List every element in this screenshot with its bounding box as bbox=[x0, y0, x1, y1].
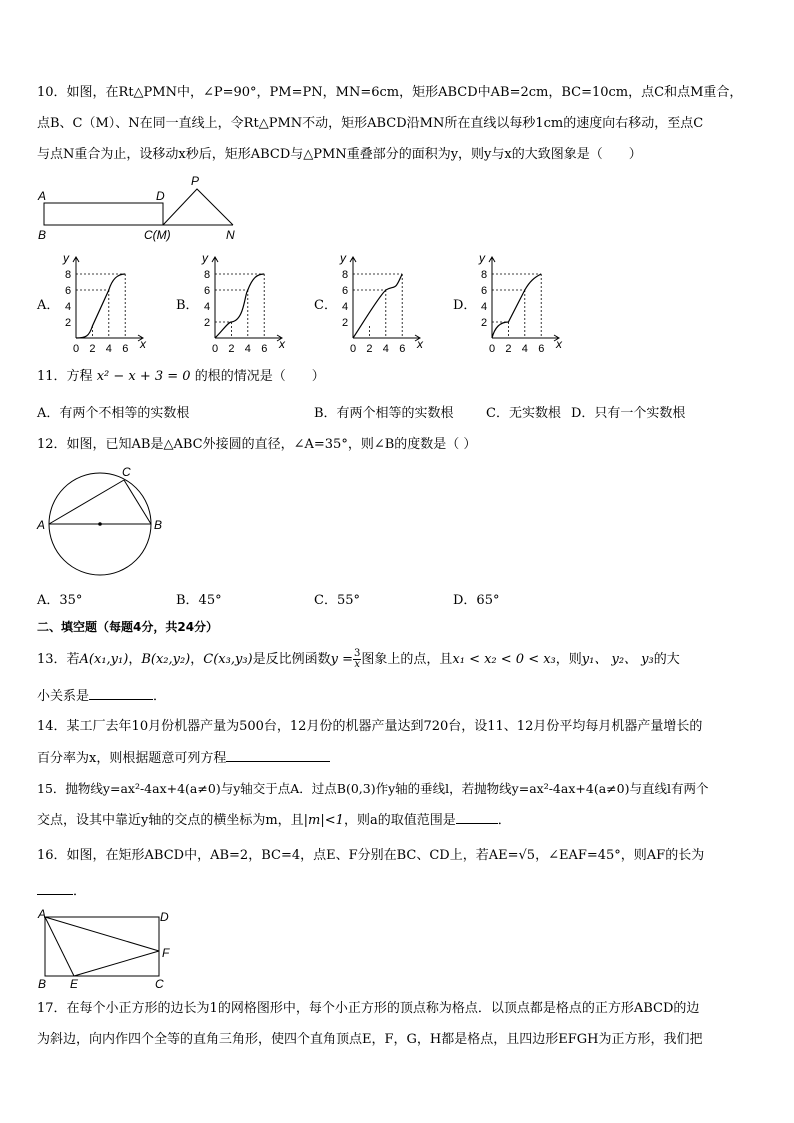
q14-line-1: 14．某工厂去年10月份机器产量为500台，12月份的机器产量达到720台，设11、12月份平均每月机器产量增长的 bbox=[37, 719, 703, 734]
y-tick-label: 4 bbox=[204, 301, 211, 313]
label-a: A bbox=[37, 518, 46, 532]
q17-line-2: 为斜边，向内作四个全等的直角三角形，使四个直角顶点E，F，G，H都是格点，且四边形EFGH为正方形，我们把 bbox=[37, 1032, 703, 1047]
q13-sep-2: ， bbox=[190, 652, 204, 667]
q10-line-2: 点B、C（M）、N在同一直线上，令Rt△PMN不动，矩形ABCD沿MN所在直线以每秒1cm的速度向右移动，至点C bbox=[37, 116, 704, 131]
q13-point-a: A(x₁,y₁) bbox=[79, 652, 129, 667]
q14-line-2 bbox=[37, 749, 330, 768]
q11-equation: x² − x + 3 = 0 bbox=[96, 369, 191, 384]
q10-option-d-label: D． bbox=[453, 298, 477, 313]
x-axis-label: x bbox=[417, 337, 423, 351]
q16-text-1b: ，∠EAF=45°，则AF的长为 bbox=[535, 848, 705, 863]
label-b: B bbox=[38, 228, 47, 242]
q13-point-b: B(x₂,y₂) bbox=[141, 652, 191, 667]
q16-end: ． bbox=[73, 884, 87, 899]
q14-text-2: 百分率为x，则根据题意可列方程 bbox=[37, 751, 227, 766]
x-tick-label: 6 bbox=[261, 343, 268, 355]
q10-figure bbox=[34, 172, 249, 242]
segment-af bbox=[45, 917, 159, 951]
q11-suffix: 的根的情况是（ ） bbox=[190, 369, 325, 384]
x-tick-label: 4 bbox=[382, 343, 389, 355]
q10-graph-b bbox=[195, 250, 290, 355]
graph-curve bbox=[215, 274, 264, 338]
y-tick-label: 8 bbox=[65, 269, 72, 281]
rectangle-abcd bbox=[44, 203, 163, 225]
q12-option-b: B．45° bbox=[176, 593, 222, 608]
q13-point-c: C(x₃,y₃) bbox=[203, 652, 253, 667]
y-tick-label: 6 bbox=[65, 285, 72, 297]
q13-text-5: 的大 bbox=[653, 652, 680, 667]
x-tick-label: 4 bbox=[105, 343, 112, 355]
q14-answer-blank[interactable] bbox=[226, 749, 330, 762]
label-n: N bbox=[226, 228, 235, 242]
graph-curve bbox=[76, 274, 125, 338]
y-tick-label: 8 bbox=[342, 269, 349, 281]
segment-cb bbox=[124, 480, 151, 524]
section-2-title: 二、填空题（每题4分，共24分） bbox=[37, 620, 219, 634]
q10-graph-a bbox=[56, 250, 151, 355]
q11-option-d: D．只有一个实数根 bbox=[571, 406, 686, 421]
label-d: D bbox=[156, 189, 165, 203]
graph-curve bbox=[353, 274, 402, 338]
q15-end: ． bbox=[497, 813, 511, 828]
q13-vars: y₁、 y₂、 y₃ bbox=[581, 652, 654, 667]
q13-text-1: 13．若 bbox=[37, 652, 80, 667]
y-tick-label: 6 bbox=[204, 285, 211, 297]
rectangle-abcd bbox=[45, 917, 159, 976]
q15-line-1: 15．抛物线y=ax²-4ax+4(a≠0)与y轴交于点A．过点B(0,3)作y轴的垂线l，若抛物线y=ax²-4ax+4(a≠0)与直线l有两个 bbox=[37, 781, 709, 796]
q12-stem: 12．如图，已知AB是△ABC外接圆的直径，∠A=35°，则∠B的度数是（ ） bbox=[37, 437, 477, 452]
y-axis-label: y bbox=[340, 251, 346, 265]
y-tick-label: 2 bbox=[65, 317, 72, 329]
q12-option-d: D．65° bbox=[453, 593, 500, 608]
q13-text-3: 图象上的点，且 bbox=[361, 652, 453, 667]
triangle-pmn bbox=[163, 189, 233, 225]
x-tick-label: 4 bbox=[521, 343, 528, 355]
y-tick-label: 2 bbox=[342, 317, 349, 329]
label-f: F bbox=[162, 946, 170, 960]
q16-line-2 bbox=[37, 882, 86, 901]
y-tick-label: 4 bbox=[65, 301, 72, 313]
label-b: B bbox=[154, 518, 163, 532]
q15-text-2a: 交点，设其中靠近y轴的交点的横坐标为m，且 bbox=[37, 813, 304, 828]
q13-line-1 bbox=[37, 648, 680, 672]
x-tick-label: 0 bbox=[73, 343, 80, 355]
y-tick-label: 8 bbox=[481, 269, 488, 281]
q13-end: ． bbox=[153, 689, 167, 704]
q10-option-c-label: C． bbox=[314, 298, 337, 313]
segment-ac bbox=[49, 480, 124, 524]
q15-answer-blank[interactable] bbox=[456, 811, 498, 824]
q17-line-1: 17．在每个小正方形的边长为1的网格图形中，每个小正方形的顶点称为格点．以顶点都是格点的正方形ABCD的边 bbox=[37, 1001, 700, 1016]
x-tick-label: 0 bbox=[212, 343, 219, 355]
q11-stem bbox=[37, 368, 325, 386]
q12-figure bbox=[34, 463, 169, 583]
y-tick-label: 8 bbox=[204, 269, 211, 281]
label-e: E bbox=[70, 977, 79, 991]
y-axis-label: y bbox=[63, 251, 69, 265]
x-tick-label: 4 bbox=[244, 343, 251, 355]
label-a: A bbox=[38, 907, 47, 921]
q16-text-1a: 16．如图，在矩形ABCD中，AB=2，BC=4，点E、F分别在BC、CD上，若AE= bbox=[37, 848, 519, 863]
q13-text-4: ，则 bbox=[555, 652, 582, 667]
segment-ae bbox=[45, 917, 74, 976]
x-tick-label: 6 bbox=[538, 343, 545, 355]
x-tick-label: 6 bbox=[122, 343, 129, 355]
q10-line-3: 与点N重合为止，设移动x秒后，矩形ABCD与△PMN重叠部分的面积为y，则y与x的大致图象是（ ） bbox=[37, 147, 642, 162]
label-b: B bbox=[38, 977, 47, 991]
q10-option-b-label: B． bbox=[176, 298, 199, 313]
x-tick-label: 0 bbox=[489, 343, 496, 355]
x-axis-label: x bbox=[556, 337, 562, 351]
x-tick-label: 6 bbox=[399, 343, 406, 355]
q10-line-1: 10．如图，在Rt△PMN中，∠P=90°，PM=PN，MN=6cm，矩形ABCD中AB=2cm，BC=10cm，点C和点M重合， bbox=[37, 85, 743, 100]
label-d: D bbox=[160, 910, 169, 924]
q13-line-2 bbox=[37, 687, 166, 706]
q16-figure bbox=[34, 906, 184, 992]
label-p: P bbox=[191, 174, 200, 188]
y-tick-label: 2 bbox=[204, 317, 211, 329]
y-tick-label: 4 bbox=[342, 301, 349, 313]
y-axis-label: y bbox=[202, 251, 208, 265]
y-tick-label: 4 bbox=[481, 301, 488, 313]
q15-line-2 bbox=[37, 811, 511, 830]
x-axis-label: x bbox=[279, 337, 285, 351]
q11-option-a: A．有两个不相等的实数根 bbox=[37, 406, 190, 421]
q13-fraction-numerator: 3 bbox=[354, 648, 361, 659]
center-point bbox=[98, 522, 102, 526]
q13-condition: x₁ < x₂ < 0 < x₃ bbox=[452, 652, 556, 667]
q11-option-b: B．有两个相等的实数根 bbox=[314, 406, 454, 421]
q10-graph-d bbox=[472, 250, 567, 355]
q13-text-2: 是反比例函数 bbox=[252, 652, 331, 667]
label-c: C bbox=[155, 977, 164, 991]
y-axis-label: y bbox=[479, 251, 485, 265]
q16-sqrt: √5 bbox=[518, 848, 536, 863]
q12-option-a: A．35° bbox=[37, 593, 83, 608]
label-cm: C(M) bbox=[144, 228, 171, 242]
q16-line-1 bbox=[37, 847, 704, 865]
q10-graph-c bbox=[333, 250, 428, 355]
x-tick-label: 2 bbox=[228, 343, 235, 355]
x-tick-label: 2 bbox=[505, 343, 512, 355]
q15-text-2b: ，则a的取值范围是 bbox=[343, 813, 456, 828]
q13-func-lhs: y = bbox=[330, 652, 353, 667]
x-tick-label: 2 bbox=[366, 343, 373, 355]
q13-answer-blank[interactable] bbox=[89, 687, 153, 700]
q11-prefix: 11．方程 bbox=[37, 369, 97, 384]
y-tick-label: 2 bbox=[481, 317, 488, 329]
graph-curve bbox=[492, 274, 541, 338]
q16-answer-blank[interactable] bbox=[37, 882, 73, 895]
q13-fraction-denominator: x bbox=[354, 659, 360, 670]
q13-sep-1: ， bbox=[128, 652, 142, 667]
x-tick-label: 2 bbox=[89, 343, 96, 355]
segment-ef bbox=[74, 951, 159, 976]
x-tick-label: 0 bbox=[350, 343, 357, 355]
q12-option-c: C．55° bbox=[314, 593, 360, 608]
y-tick-label: 6 bbox=[481, 285, 488, 297]
q13-text-6: 小关系是 bbox=[37, 689, 90, 704]
label-c: C bbox=[122, 465, 131, 479]
y-tick-label: 6 bbox=[342, 285, 349, 297]
x-axis-label: x bbox=[140, 337, 146, 351]
label-a: A bbox=[38, 189, 47, 203]
q15-abs-condition: |m|<1 bbox=[303, 813, 344, 828]
q11-option-c: C．无实数根 bbox=[486, 406, 561, 421]
q10-option-a-label: A． bbox=[37, 298, 60, 313]
